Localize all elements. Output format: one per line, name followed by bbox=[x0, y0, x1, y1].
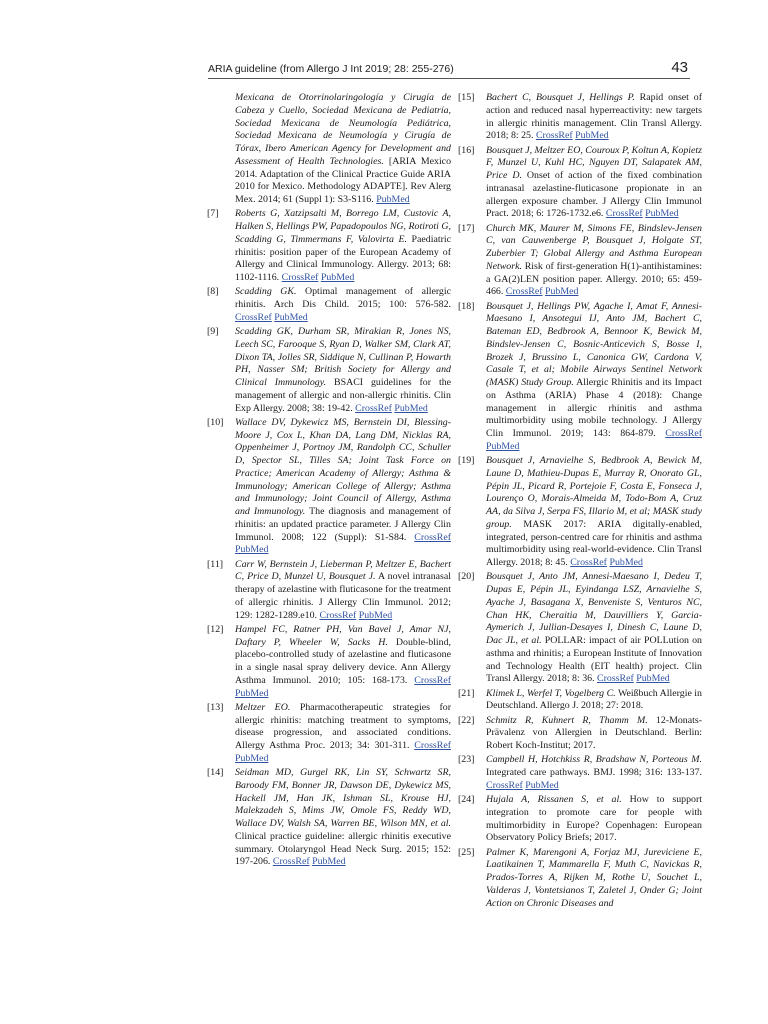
reference-number: [24] bbox=[458, 794, 475, 805]
reference-number: [13] bbox=[207, 701, 224, 713]
pubmed-link[interactable]: PubMed bbox=[358, 609, 393, 621]
journal-title: ARIA guideline (from Allergo J Int 2019; 28: 255-276) bbox=[208, 63, 454, 75]
page-number: 43 bbox=[671, 59, 688, 76]
reference-text: [ARIA Mexico 2014. Adaptation of the Clinical Practice Guide ARIA 2010 for Mexico. Methodology ADAPTE]. Rev Alerg Mex. 2014; 61 (Suppl 1): S3-S116. bbox=[235, 155, 452, 205]
pubmed-link[interactable]: PubMed bbox=[575, 130, 609, 142]
reference-number: [16] bbox=[458, 144, 475, 156]
reference-text: 12-Monats-Prävalenz von Allergien in Deutschland. Berlin: Robert Koch-Institut; 2017. bbox=[486, 714, 702, 751]
crossref-link[interactable]: CrossRef bbox=[414, 674, 452, 686]
crossref-link[interactable]: CrossRef bbox=[597, 673, 634, 685]
reference-authors: Scadding GK. bbox=[235, 286, 297, 298]
reference-authors: Hujala A, Rissanen S, et al. bbox=[486, 794, 622, 805]
reference-item bbox=[207, 326, 451, 415]
reference-number: [11] bbox=[207, 558, 224, 570]
crossref-link[interactable]: CrossRef bbox=[486, 779, 523, 791]
reference-text: Clinical practice guideline: allergic rhinitis executive summary. Otolaryngol Head Neck Surg. 2015; 152: 197-206. bbox=[235, 830, 451, 868]
reference-text: Allergic Rhinitis and its Impact on Asthma (ARIA) Phase 4 (2018): Change management in allergic rhinitis and asthma multimorbidity using mobile technology. J Allergy Clin Immunol. 2019; 143: 864-879. bbox=[486, 377, 702, 439]
reference-number: [17] bbox=[458, 222, 475, 234]
pubmed-link[interactable]: PubMed bbox=[235, 752, 269, 764]
reference-text: Integrated care pathways. BMJ. 1998; 316: 133-137. bbox=[486, 767, 702, 778]
pubmed-link[interactable]: PubMed bbox=[609, 557, 643, 568]
reference-item bbox=[458, 145, 702, 222]
reference-item bbox=[458, 794, 702, 845]
reference-number: [9] bbox=[207, 326, 219, 337]
crossref-link[interactable]: CrossRef bbox=[570, 557, 607, 568]
reference-text: POLLAR: impact of air POLLution on asthma and rhinitis; a European Institute of Innovation and Technology Health (EIT health) project. Clin Transl Allergy. 2018; 8: 36. bbox=[486, 635, 702, 685]
reference-item bbox=[207, 286, 451, 324]
reference-item bbox=[458, 455, 702, 570]
reference-authors: Scadding GK, Durham SR, Mirakian R, Jones NS, Leech SC, Farooque S, Ryan D, Walker SM, Clark AT, Dixon TA, Jolles SR, Siddique N, Cullinan P, Howarth PH, Nasser SM; British Society for Allergy and Clinical Immunology. bbox=[235, 326, 451, 388]
reference-item bbox=[458, 715, 702, 753]
pubmed-link[interactable]: PubMed bbox=[636, 673, 670, 685]
reference-authors: Klimek L, Werfel T, Vogelberg C. bbox=[486, 687, 616, 699]
reference-text: How to support integration to promote care for people with multimorbidity in Europe? Copenhagen: European Observatory Policy Briefs; 2017. bbox=[486, 794, 703, 844]
reference-item bbox=[458, 92, 702, 143]
reference-item bbox=[458, 571, 702, 686]
reference-authors: Bousquet J, Meltzer EO, Couroux P, Koltun A, Kopietz F, Munzel U, Kuhl HC, Nguyen DT, Salapatek AM, Price D. bbox=[486, 144, 702, 181]
reference-number: [10] bbox=[207, 416, 224, 428]
reference-number: [23] bbox=[458, 754, 475, 766]
reference-authors: Hampel FC, Ratner PH, Van Bavel J, Amar NJ, Daftary P, Wheeler W, Sacks H. bbox=[235, 623, 451, 648]
pubmed-link[interactable]: PubMed bbox=[645, 208, 679, 220]
references-column-left bbox=[207, 92, 451, 871]
crossref-link[interactable]: CrossRef bbox=[505, 286, 543, 298]
reference-text: Risk of first-generation H(1)-antihistamines: a GA(2)LEN position paper. Allergy. 2010; 65: 459-466. bbox=[486, 260, 702, 298]
reference-authors: Bousquet J, Arnavielhe S, Bedbrook A, Bewick M, Laune D, Mathieu-Dupas E, Murray R, Onorato GL, Pépin JL, Picard R, Portejoie F, Costa E, Fonseca J, Lourenço O, Morais-Almeida M, Todo-Bom A, Cruz AA, da Silva J, Serpa FS, Illario M, et al; MASK study group. bbox=[486, 455, 702, 530]
pubmed-link[interactable]: PubMed bbox=[274, 311, 308, 323]
reference-text: A novel intranasal therapy of azelastine with fluticasone for the treatment of allergic rhinitis. J Allergy Clin Immunol. 2012; 129: 1282-1289.e10. bbox=[235, 571, 451, 621]
reference-text: Onset of action of the fixed combination intranasal azelastine-fluticasone propionate in an allergen exposure chamber. J Allergy Clin Immunol Pract. 2018; 6: 1726-1732.e6. bbox=[486, 170, 703, 220]
reference-item bbox=[207, 767, 451, 869]
crossref-link[interactable]: CrossRef bbox=[235, 311, 272, 323]
reference-item bbox=[207, 559, 451, 623]
crossref-link[interactable]: CrossRef bbox=[605, 208, 643, 220]
crossref-link[interactable]: CrossRef bbox=[272, 856, 310, 868]
reference-text: Optimal management of allergic rhinitis. Arch Dis Child. 2015; 100: 576-582. bbox=[235, 286, 451, 310]
reference-item bbox=[458, 223, 702, 300]
reference-authors: Wallace DV, Dykewicz MS, Bernstein DI, Blessing-Moore J, Cox L, Khan DA, Lang DM, Nicklas RA, Oppenheimer J, Portnoy JM, Randolph CC, Schuller D, Spector SL, Tilles SA; Joint Task Force on Practice; American Academy of Allergy; Asthma & Immunology; American College of Allergy; Asthma and Immunology; Joint Council of Allergy, Asthma and Immunology. bbox=[235, 416, 451, 517]
reference-item bbox=[458, 847, 702, 911]
pubmed-link[interactable]: PubMed bbox=[312, 856, 346, 868]
crossref-link[interactable]: CrossRef bbox=[319, 609, 357, 621]
reference-authors: Bachert C, Bousquet J, Hellings P. bbox=[486, 92, 635, 103]
reference-text: Pharmacotherapeutic strategies for allergic rhinitis: matching treatment to symptoms, disease progression, and associated conditions. Allergy Asthma Proc. 2013; 34: 301-311. bbox=[235, 701, 451, 751]
reference-authors: Campbell H, Hotchkiss R, Bradshaw N, Porteous M. bbox=[486, 754, 702, 766]
reference-number: [18] bbox=[458, 300, 475, 312]
reference-item bbox=[207, 624, 451, 701]
pubmed-link[interactable]: PubMed bbox=[235, 544, 269, 556]
reference-authors: Church MK, Maurer M, Simons FE, Bindslev-Jensen C, van Cauwenberge P, Bousquet J, Holgate ST, Zuberbier T; Global Allergy and Asthma European Network. bbox=[486, 222, 702, 272]
running-header bbox=[208, 56, 690, 79]
reference-text: Double-blind, placebo-controlled study of azelastine and fluticasone in a single nasal spray delivery device. Ann Allergy Asthma Immunol. 2010; 105: 168-173. bbox=[235, 636, 452, 686]
reference-authors: Meltzer EO. bbox=[235, 701, 291, 713]
reference-authors: Bousquet J, Hellings PW, Agache I, Amat F, Annesi-Maesano I, Ansotegui IJ, Anto JM, Bachert C, Bateman ED, Bedbrook A, Bennoor K, Bewick M, Bindslev-Jensen C, Bosnic-Anticevich S, Bosse I, Brozek J, Brussino L, Canonica GW, Cardona V, Casale T, et al; Mobile Airways Sentinel Network (MASK) Study Group. bbox=[486, 300, 702, 388]
reference-authors: Roberts G, Xatzipsalti M, Borrego LM, Custovic A, Halken S, Hellings PW, Papadopoulos NG, Rotiroti G, Scadding G, Timmermans F, Valovirta E. bbox=[235, 208, 451, 245]
reference-text: MASK 2017: ARIA digitally-enabled, integrated, person-centred care for rhinitis and asthma multimorbidity using real-world-evidence. Clin Transl Allergy. 2018; 8: 45. bbox=[486, 518, 703, 568]
crossref-link[interactable]: CrossRef bbox=[355, 402, 392, 414]
reference-authors: Seidman MD, Gurgel RK, Lin SY, Schwartz SR, Baroody FM, Bonner JR, Dawson DE, Dykewicz MS, Hackell JM, Han JK, Ishman SL, Krouse HJ, Malekzadeh S, Mims JW, Omole FS, Reddy WD, Wallace DV, Walsh SA, Warren BE, Wilson MN, et al. bbox=[235, 767, 451, 829]
pubmed-link[interactable]: PubMed bbox=[525, 779, 559, 791]
reference-number: [20] bbox=[458, 571, 475, 583]
reference-number: [25] bbox=[458, 846, 475, 858]
reference-authors: Bousquet J, Anto JM, Annesi-Maesano I, Dedeu T, Dupas E, Pépin JL, Eyindanga LSZ, Arnavielhe S, Ayache J, Basagana X, Benveniste S, Venturos NC, Chan HK, Cheraitia M, Dauvilliers Y, Garcia-Aymerich J, Jullian-Desayes I, Dinesh C, Laune D, Dac JL, et al. bbox=[486, 571, 702, 646]
reference-text: Rapid onset of action and reduced nasal hyperreactivity: new targets in allergic rhinitis management. Clin Transl Allergy. 2018; 8: 25. bbox=[486, 92, 702, 142]
reference-item bbox=[458, 688, 702, 714]
crossref-link[interactable]: CrossRef bbox=[414, 531, 452, 543]
reference-authors: Mexicana de Otorrinolaringología y Cirugía de Cabeza y Cuello, Sociedad Mexicana de Pediatría, Sociedad Mexicana de Neumología Pediátrica, Sociedad Mexicana de Neumología y Cirugía de Tórax, Ibero American Agency for Development and Assessment of Health Technologies. bbox=[235, 92, 451, 167]
reference-number: [15] bbox=[458, 92, 475, 103]
reference-item bbox=[458, 301, 702, 454]
crossref-link[interactable]: CrossRef bbox=[665, 428, 702, 439]
reference-number: [14] bbox=[207, 767, 224, 778]
crossref-link[interactable]: CrossRef bbox=[281, 272, 319, 283]
reference-text: The diagnosis and management of rhinitis: an updated practice parameter. J Allergy Clin Immunol. 2008; 122 (Suppl): S1-S84. bbox=[235, 506, 451, 543]
pubmed-link[interactable]: PubMed bbox=[486, 440, 520, 452]
reference-item bbox=[458, 754, 702, 792]
reference-number: [22] bbox=[458, 714, 475, 726]
reference-text: Weißbuch Allergie in Deutschland. Allergo J. 2018; 27: 2018. bbox=[486, 687, 702, 712]
references-column-right bbox=[458, 92, 702, 912]
pubmed-link[interactable]: PubMed bbox=[544, 286, 579, 298]
reference-item bbox=[207, 92, 451, 207]
reference-number: [7] bbox=[207, 208, 219, 220]
reference-number: [8] bbox=[207, 286, 219, 298]
reference-item bbox=[207, 702, 451, 766]
reference-authors: Carr W, Bernstein J, Lieberman P, Meltzer E, Bachert C, Price D, Munzel U, Bousquet J. bbox=[235, 558, 451, 583]
crossref-link[interactable]: CrossRef bbox=[414, 740, 452, 751]
reference-number: [21] bbox=[458, 687, 475, 699]
crossref-link[interactable]: CrossRef bbox=[535, 130, 573, 142]
reference-item bbox=[207, 417, 451, 557]
reference-authors: Palmer K, Marengoni A, Forjaz MJ, Jureviciene E, Laatikainen T, Mammarella F, Muth C, Navickas R, Prados-Torres A, Rijken M, Rothe U, Souchet L, Valderas J, Vontetsianos T, Zaletel J, Onder G; Joint Action on Chronic Diseases and bbox=[486, 846, 702, 909]
reference-number: [12] bbox=[207, 623, 224, 635]
reference-text: BSACI guidelines for the management of allergic and non-allergic rhinitis. Clin Exp Allergy. 2008; 38: 19-42. bbox=[235, 377, 452, 414]
reference-text: Paediatric rhinitis: position paper of the European Academy of Allergy and Clinical Immunology. Allergy. 2013; 68: 1102-1116. bbox=[235, 233, 452, 283]
pubmed-link[interactable]: PubMed bbox=[394, 402, 428, 414]
pubmed-link[interactable]: PubMed bbox=[376, 194, 410, 205]
pubmed-link[interactable]: PubMed bbox=[320, 272, 355, 283]
pubmed-link[interactable]: PubMed bbox=[235, 687, 269, 699]
reference-item bbox=[207, 208, 451, 285]
reference-authors: Schmitz R, Kuhnert R, Thamm M. bbox=[486, 714, 648, 726]
reference-number: [19] bbox=[458, 455, 475, 466]
